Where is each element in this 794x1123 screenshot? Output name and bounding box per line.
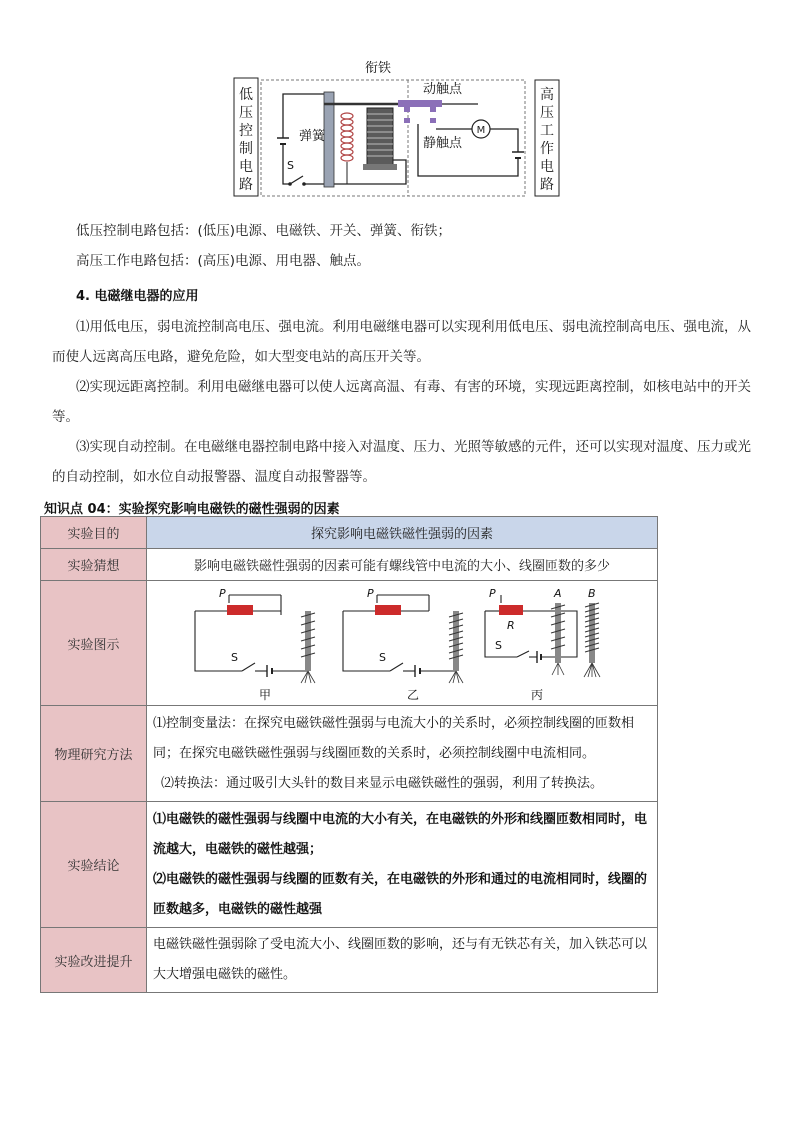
armature-label: 衔铁	[364, 61, 392, 76]
caption-c: 丙	[530, 688, 544, 702]
experiment-table	[40, 516, 658, 993]
method-item-2: ⑵转换法：通过吸引大头针的数目来显示电磁铁磁性的强弱，利用了转换法。	[161, 775, 604, 791]
label-s-b: S	[379, 651, 386, 664]
method-item-1: ⑴控制变量法：在探究电磁铁磁性强弱与电流大小的关系时，必须控制线圈的匝数相同；在探究电磁铁磁性强弱与线圈匝数的关系时，必须控制线圈中电流相同。	[153, 715, 635, 761]
static-contact-label: 静触点	[423, 136, 463, 151]
application-item-3: ⑶实现自动控制。在电磁继电器控制电路中接入对温度、压力、光照等敏感的元件，还可以实现对温度、压力或光的自动控制，如水位自动报警器、温度自动报警器等。	[52, 439, 751, 485]
table-row	[41, 802, 658, 928]
knowledge-point-title: 知识点 04：实验探究影响电磁铁的磁性强弱的因素	[44, 502, 340, 517]
hypothesis-label: 实验猜想	[41, 549, 147, 581]
purpose-label: 实验目的	[41, 517, 147, 549]
improve-value: 电磁铁磁性强弱除了受电流大小、线圈匝数的影响，还与有无铁芯有关，加入铁芯可以大大增强电磁铁的磁性。	[147, 928, 658, 993]
table-row	[41, 928, 658, 993]
rheostat-c	[499, 605, 523, 615]
caption-a: 甲	[258, 688, 272, 702]
experiment-diagrams	[147, 583, 657, 703]
high-voltage-box-text: 高压工作电路	[540, 87, 554, 193]
table-row	[41, 706, 658, 802]
high-voltage-components: 高压工作电路包括：(高压)电源、用电器、触点。	[76, 253, 371, 269]
conclusion-item-1: ⑴电磁铁的磁性强弱与线圈中电流的大小有关，在电磁铁的外形和线圈匝数相同时，电流越大，电磁铁的磁性越强；	[153, 811, 648, 857]
low-voltage-box-text: 低压控制电路	[239, 87, 253, 193]
relay-composition-text	[52, 216, 752, 276]
application-item-2: ⑵实现远距离控制。利用电磁继电器可以使人远离高温、有毒、有害的环境，实现远距离控制，如核电站中的开关等。	[52, 379, 751, 425]
rheostat-a	[227, 605, 253, 615]
relay-circuit-figure	[228, 52, 568, 202]
label-coil-b: B	[588, 587, 596, 600]
label-p-b: P	[367, 587, 374, 600]
label-p-a: P	[219, 587, 226, 600]
section-title-relay-applications: 4. 电磁继电器的应用	[76, 289, 199, 304]
relay-applications	[52, 312, 752, 492]
spring-coil	[341, 113, 353, 161]
label-r: R	[507, 619, 515, 632]
low-voltage-components: 低压控制电路包括：(低压)电源、电磁铁、开关、弹簧、衔铁；	[76, 223, 452, 239]
armature	[398, 100, 442, 107]
method-label: 物理研究方法	[41, 706, 147, 802]
table-row	[41, 517, 658, 549]
conclusion-item-2: ⑵电磁铁的磁性强弱与线圈的匝数有关，在电磁铁的外形和通过的电流相同时，线圈的匝数越多，电磁铁的磁性越强	[153, 871, 648, 917]
spring-label: 弹簧	[299, 129, 326, 144]
hypothesis-value: 影响电磁铁磁性强弱的因素可能有螺线管中电流的大小、线圈匝数的多少	[147, 549, 658, 581]
method-cell	[147, 706, 658, 802]
motor-label: M	[476, 125, 486, 136]
circuit-a	[195, 587, 315, 702]
moving-contact-label: 动触点	[423, 82, 463, 97]
label-s-a: S	[231, 651, 238, 664]
table-row	[41, 549, 658, 581]
circuit-c	[485, 587, 600, 702]
label-s-c: S	[495, 639, 502, 652]
purpose-value: 探究影响电磁铁磁性强弱的因素	[147, 517, 658, 549]
table-row	[41, 581, 658, 706]
label-coil-a: A	[554, 587, 562, 600]
rheostat-b	[375, 605, 401, 615]
diagram-label: 实验图示	[41, 581, 147, 706]
diagram-cell	[147, 581, 658, 706]
conclusion-label: 实验结论	[41, 802, 147, 928]
caption-b: 乙	[406, 688, 420, 702]
application-item-1: ⑴用低电压，弱电流控制高电压、强电流。利用电磁继电器可以实现利用低电压、弱电流控制高电压、强电流，从而使人远离高压电路，避免危险，如大型变电站的高压开关等。	[52, 319, 751, 365]
improve-label: 实验改进提升	[41, 928, 147, 993]
conclusion-cell	[147, 802, 658, 928]
switch-label: S	[287, 159, 294, 172]
label-p-c: P	[489, 587, 496, 600]
circuit-b	[343, 587, 463, 702]
